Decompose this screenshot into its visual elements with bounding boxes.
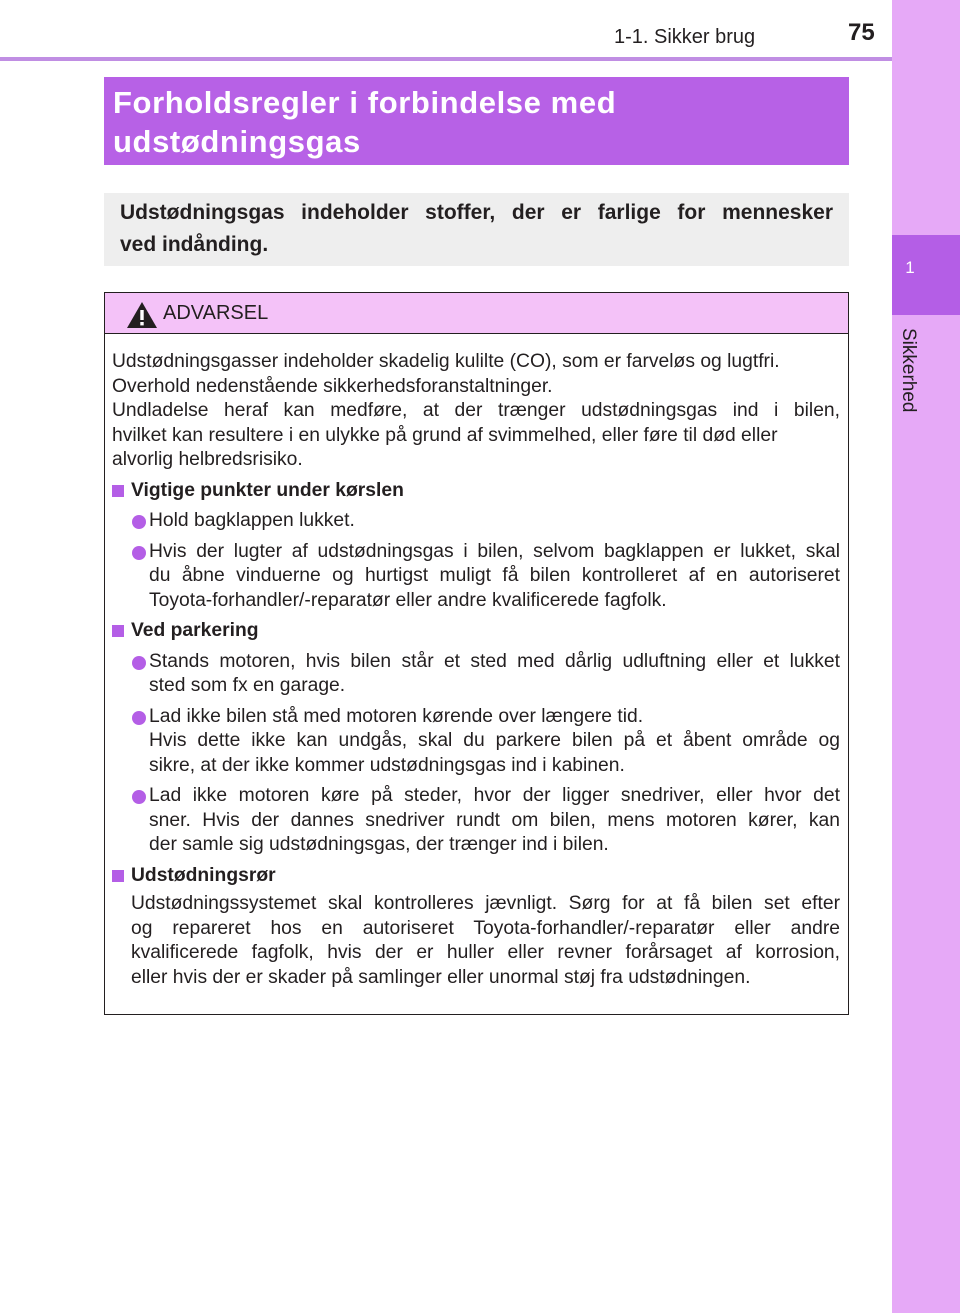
warning-header (105, 293, 848, 334)
intro-line: ved indånding. (120, 233, 269, 256)
round-bullet-icon (132, 656, 146, 670)
list-item-line: Toyota-forhandler/-reparatør eller andre kvalificerede fagfolk. (149, 589, 667, 611)
page-number: 75 (848, 19, 875, 46)
section-paragraph (112, 892, 840, 990)
warning-body (105, 334, 848, 990)
list-item-line: sted som fx en garage. (149, 675, 346, 696)
title-box (104, 77, 849, 165)
list-item-line: sikre, at der ikke kommer udstødningsgas ind i kabinen. (149, 754, 625, 776)
warning-box (104, 292, 849, 1015)
section-heading (112, 619, 840, 644)
title-line: Forholdsregler i forbindelse med (113, 85, 617, 120)
chapter-number: 1 (905, 258, 915, 277)
square-bullet-icon (112, 485, 124, 497)
title-line: udstødningsgas (113, 124, 361, 159)
warning-intro-line: alvorlig helbredsrisiko. (112, 449, 303, 470)
section-heading-text: Udstødningsrør (131, 864, 276, 886)
header-divider (0, 57, 892, 61)
list-item (112, 540, 840, 614)
warning-intro-line: Undladelse heraf kan medføre, at der trænger udstødningsgas ind i bilen, (112, 400, 840, 421)
round-bullet-icon (132, 515, 146, 529)
intro-text (120, 197, 833, 261)
paragraph-line: kvalificerede fagfolk, hvis der er huller eller revner forårsaget af korrosion, (131, 942, 840, 963)
square-bullet-icon (112, 870, 124, 882)
list-item-line: Lad ikke motoren køre på steder, hvor der ligger snedriver, eller hvor det (149, 785, 840, 806)
paragraph-line: Udstødningssystemet skal kontrolleres jævnligt. Sørg for at få bilen set efter (131, 893, 840, 914)
list-item-line: der samle sig udstødningsgas, der trænger ind i bilen. (149, 834, 609, 855)
warning-intro (112, 350, 840, 473)
square-bullet-icon (112, 625, 124, 637)
header-section: 1-1. Sikker brug (614, 26, 756, 48)
list-item (112, 705, 840, 779)
warning-intro-line: Udstødningsgasser indeholder skadelig kulilte (CO), som er farveløs og lugtfri. (112, 351, 780, 372)
paragraph-line: og repareret hos en autoriseret Toyota-forhandler/-reparatør eller andre (131, 917, 840, 939)
list-item (112, 509, 840, 534)
list-item-line: Stands motoren, hvis bilen står et sted med dårlig udluftning eller et lukket (149, 650, 840, 672)
warning-label: ADVARSEL (163, 302, 269, 324)
warning-intro-line: hvilket kan resultere i en ulykke på grund af svimmelhed, eller føre til død eller (112, 424, 778, 446)
list-item-line: Hvis der lugter af udstødningsgas i bilen, selvom bagklappen er lukket, skal (149, 540, 840, 562)
intro-line: Udstødningsgas indeholder stoffer, der er farlige for mennesker (120, 201, 833, 224)
paragraph-line: eller hvis der er skader på samlinger eller unormal støj fra udstødningen. (131, 966, 751, 988)
list-item-line: du åbne vinduerne og hurtigst muligt få bilen kontrolleret af en autoriseret (149, 565, 840, 586)
round-bullet-icon (132, 790, 146, 804)
list-item-line: Hold bagklappen lukket. (149, 510, 355, 531)
page-title (113, 83, 840, 161)
section-heading-text: Ved parkering (131, 620, 259, 641)
list-item-line: Hvis dette ikke kan undgås, skal du parkere bilen på et åbent område og (149, 730, 840, 751)
side-strip (892, 0, 960, 1313)
round-bullet-icon (132, 711, 146, 725)
section-heading (112, 864, 840, 889)
list-item-line: sner. Hvis der dannes snedriver rundt om bilen, mens motoren kører, kan (149, 809, 840, 831)
list-item (112, 650, 840, 699)
round-bullet-icon (132, 546, 146, 560)
intro-box (104, 193, 849, 266)
chapter-label: Sikkerhed (898, 328, 919, 413)
warning-triangle-icon (126, 301, 158, 329)
list-item (112, 784, 840, 858)
section-heading (112, 479, 840, 504)
section-heading-text: Vigtige punkter under kørslen (131, 479, 404, 501)
list-item-line: Lad ikke bilen stå med motoren kørende over længere tid. (149, 705, 644, 727)
warning-intro-line: Overhold nedenstående sikkerhedsforanstaltninger. (112, 375, 553, 397)
